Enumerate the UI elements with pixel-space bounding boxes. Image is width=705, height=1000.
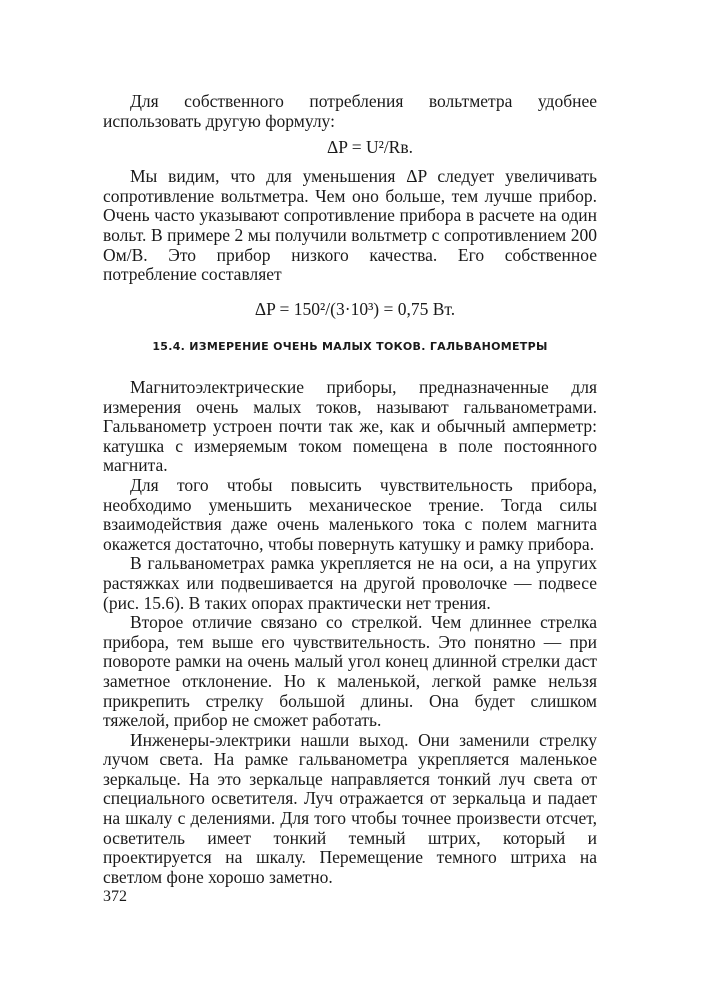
top-text-block bbox=[103, 92, 597, 319]
formula-power-loss: ΔP = U²/Rв. bbox=[326, 137, 413, 158]
paragraph-intro: Для собственного потребления вольтметра удобнее использовать другую формулу: bbox=[103, 91, 597, 131]
formula-example: ΔP = 150²/(3·10³) = 0,75 Вт. bbox=[254, 298, 456, 319]
paragraph: Магнитоэлектрические приборы, предназначенные для измерения очень малых токов, называют гальванометрами. Гальванометр устроен почти так же, как и обычный амперметр: катушка с измеряемым током помещена в поле постоянного магнита. bbox=[103, 377, 597, 476]
paragraph: Инженеры-электрики нашли выход. Они заменили стрелку лучом света. На рамке гальванометра укрепляется маленькое зеркальце. На это зеркальце направляется тонкий луч света от специального осветителя. Луч отражается от зеркальца и падает на шкалу с делениями. Для того чтобы точнее произвести отсчет, осветитель имеет тонкий темный штрих, который и проектируется на шкалу. Перемещение темного штриха на светлом фоне хорошо заметно. bbox=[103, 729, 597, 887]
paragraph: Второе отличие связано со стрелкой. Чем длиннее стрелка прибора, тем выше его чувствительность. Это понятно — при повороте рамки на очень малый угол конец длинной стрелки даст заметное отклонение. Но к маленькой, легкой рамке нельзя прикрепить стрелку большой длины. Она будет слишком тяжелой, прибор не сможет работать. bbox=[103, 612, 597, 731]
section-body bbox=[103, 378, 597, 887]
page-number: 372 bbox=[103, 888, 127, 905]
paragraph: В гальванометрах рамка укрепляется не на оси, а на упругих растяжках или подвешивается на другой проволочке — подвесе (рис. 15.6). В таких опорах практически нет трения. bbox=[103, 553, 597, 613]
paragraph-resistance: Мы видим, что для уменьшения ΔP следует увеличивать сопротивление вольтметра. Чем оно больше, тем лучше прибор. Очень часто указывают сопротивление прибора в расчете на один вольт. В примере 2 мы получили вольтметр с сопротивлением 200 Ом/В. Это прибор низкого качества. Его собственное потребление составляет bbox=[103, 166, 597, 285]
paragraph: Для того чтобы повысить чувствительность прибора, необходимо уменьшить механическое трение. Тогда силы взаимодействия даже очень маленького тока с полем магнита окажется достаточно, чтобы повернуть катушку и рамку прибора. bbox=[103, 474, 597, 554]
section-heading: 15.4. ИЗМЕРЕНИЕ ОЧЕНЬ МАЛЫХ ТОКОВ. ГАЛЬВАНОМЕТРЫ bbox=[152, 340, 548, 353]
